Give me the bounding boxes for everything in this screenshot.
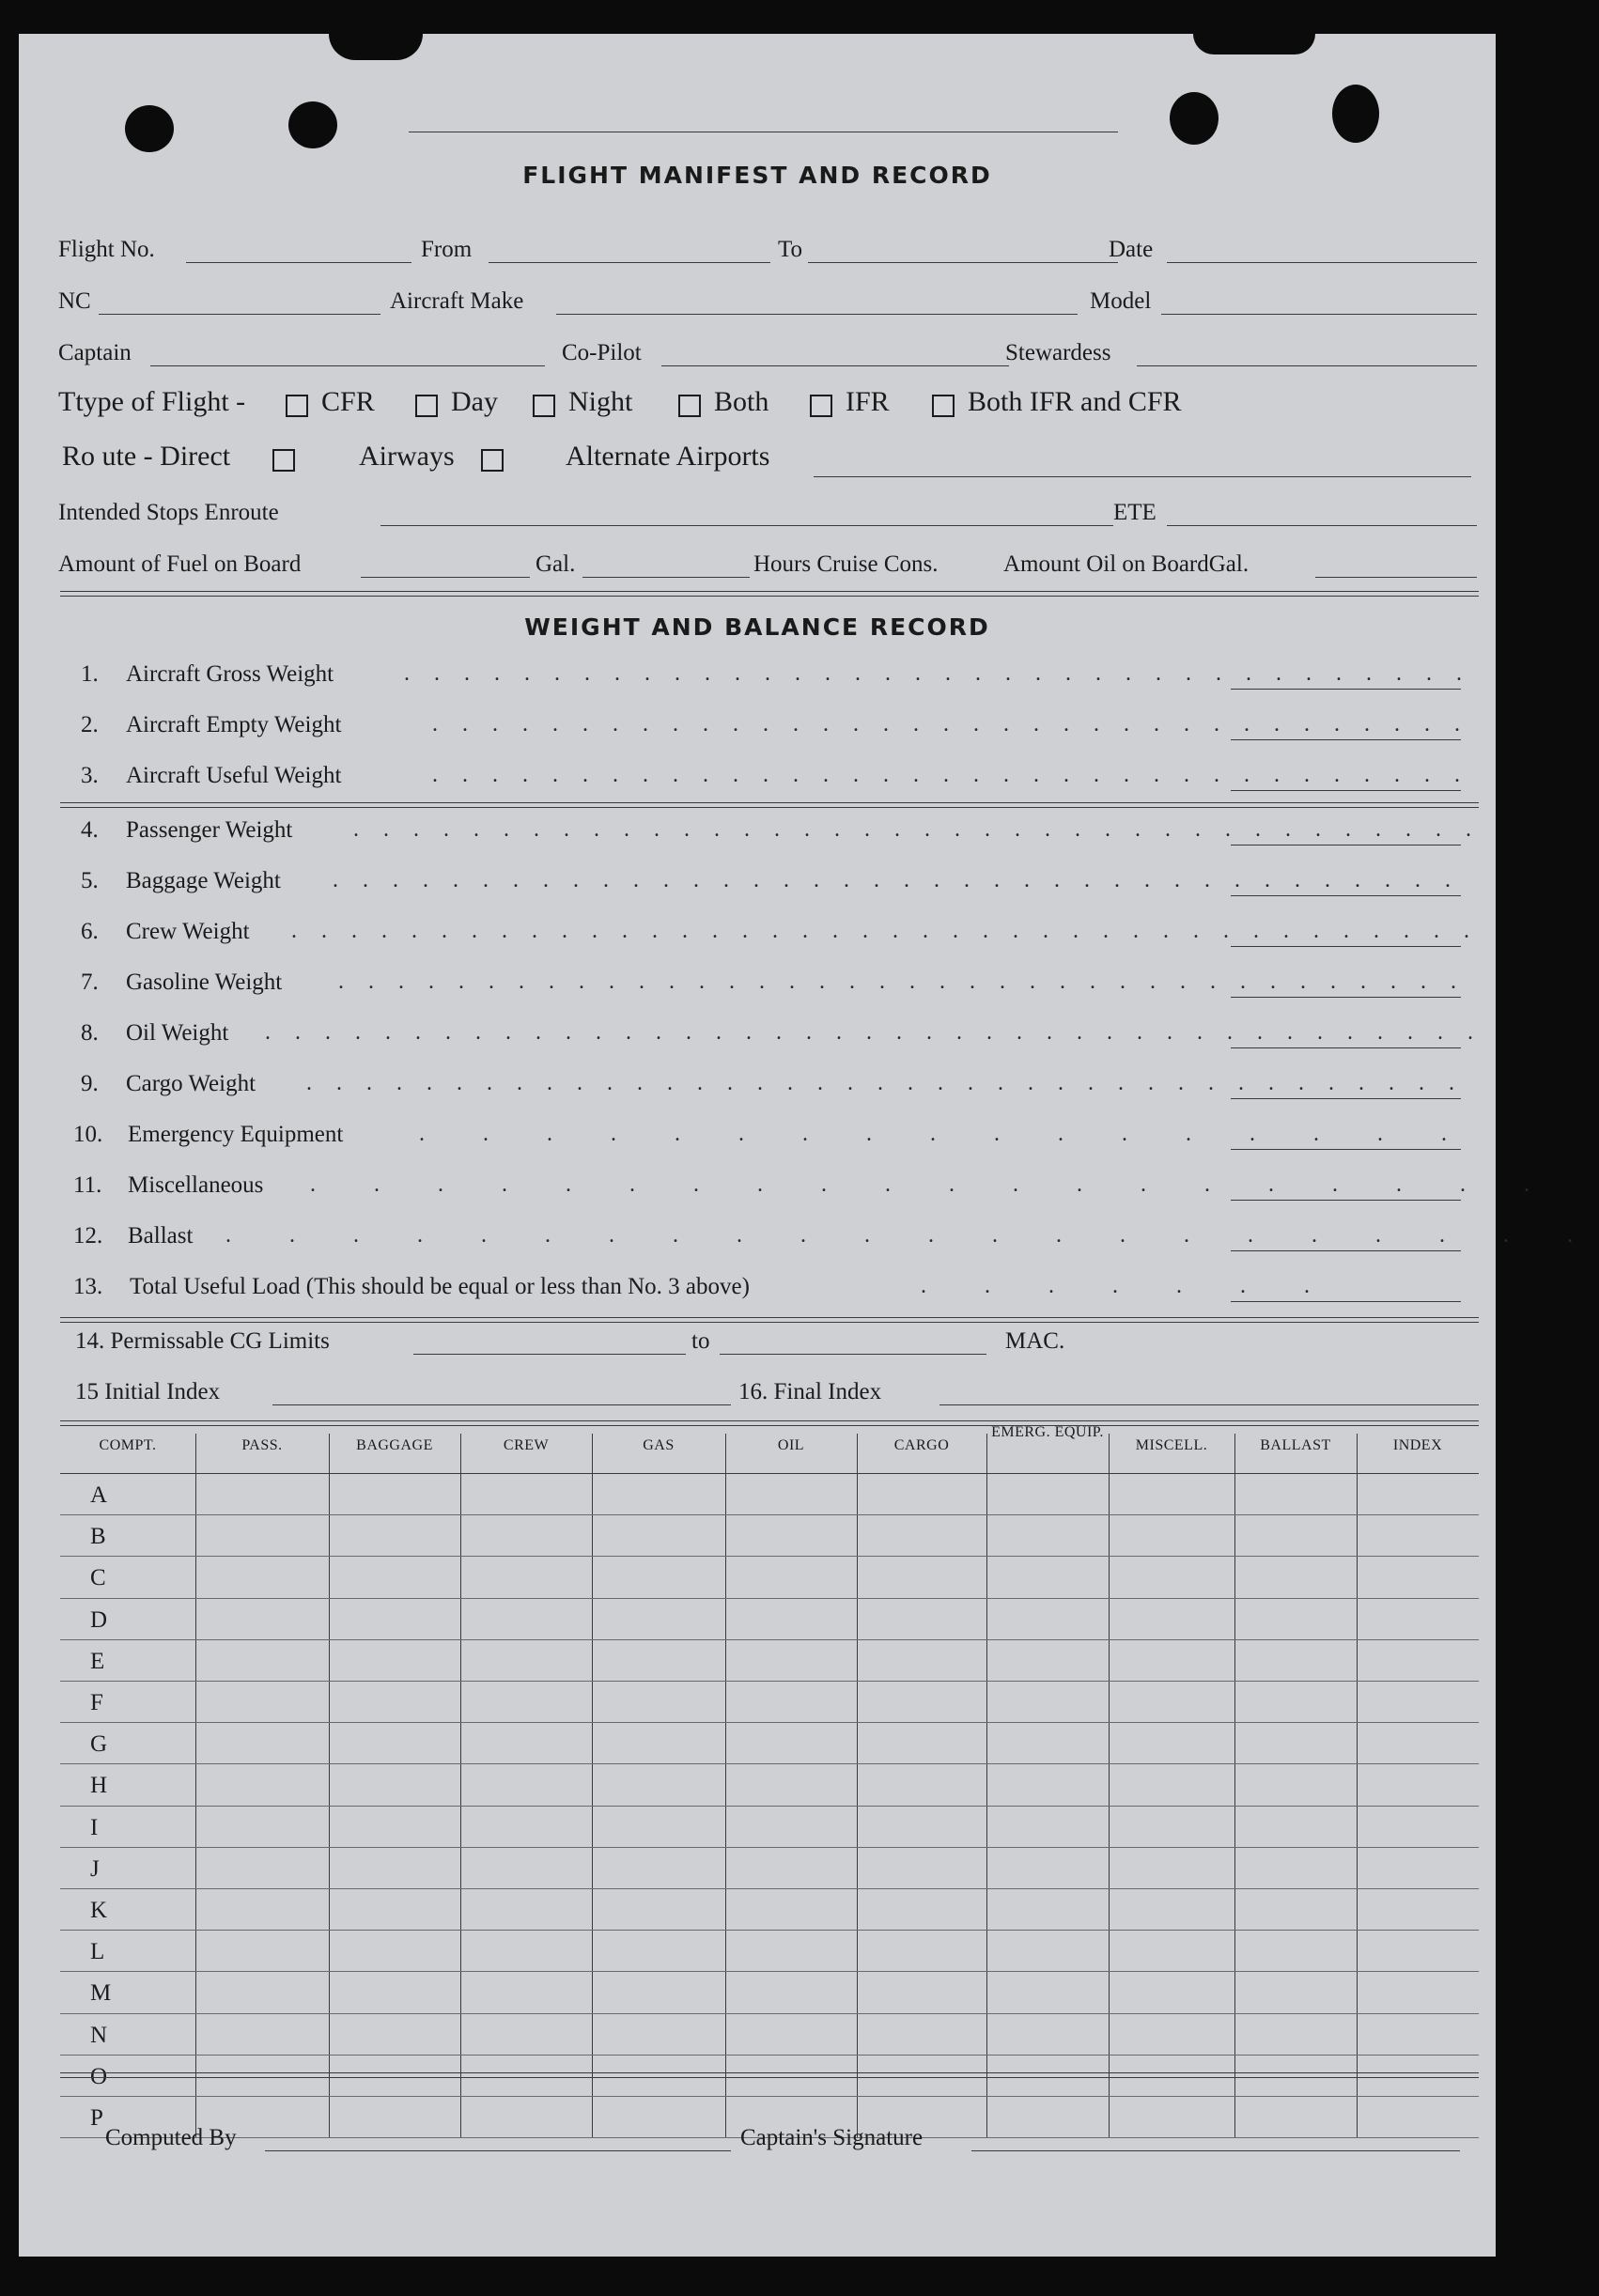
table-row-label: M — [90, 1980, 112, 2007]
table-row-label: N — [90, 2022, 108, 2048]
weight-item-label: Crew Weight — [126, 919, 250, 944]
type-of-flight-label: Ttype of Flight - — [58, 386, 246, 417]
punch-hole — [1332, 85, 1379, 143]
day-label: Day — [451, 386, 498, 417]
table-row-line — [60, 2096, 1479, 2097]
cg-to-label: to — [691, 1328, 710, 1354]
stewardess-field[interactable] — [1137, 365, 1477, 366]
weight-item-number: 13. — [73, 1274, 103, 1299]
weight-item-label: Emergency Equipment — [128, 1122, 344, 1147]
table-header-rule — [60, 1473, 1479, 1474]
weight-item-label: Ballast — [128, 1223, 194, 1249]
punch-hole — [1170, 92, 1219, 145]
punch-hole — [125, 105, 174, 152]
ete-field[interactable] — [1167, 525, 1477, 526]
header-baggage: BAGGAGE — [356, 1437, 433, 1453]
form-title: FLIGHT MANIFEST AND RECORD — [522, 162, 992, 189]
table-row-label: B — [90, 1524, 106, 1550]
computed-by-field[interactable] — [265, 2150, 731, 2151]
weight-item-value[interactable] — [1231, 1301, 1461, 1302]
night-checkbox[interactable] — [533, 395, 555, 417]
both-ifr-cfr-checkbox[interactable] — [932, 395, 955, 417]
weight-item-value[interactable] — [1231, 1047, 1461, 1048]
day-checkbox[interactable] — [415, 395, 438, 417]
nc-field[interactable] — [99, 314, 380, 315]
copilot-field[interactable] — [661, 365, 1009, 366]
ete-label: ETE — [1113, 500, 1157, 525]
leader-dots: . . . . . . . . . . . . . . . . . . . . . . . . . . . . . . . . . . . . . . . . — [291, 919, 1479, 943]
weight-item-number: 3. — [81, 763, 99, 788]
weight-item-label: Miscellaneous — [128, 1172, 264, 1198]
weight-item-value[interactable] — [1231, 739, 1461, 740]
leader-dots: . . . . . . . . . . . . . . . . . . . . . . . . . . . . . . . . . . . . . . . — [306, 1071, 1464, 1095]
table-bottom-rule — [60, 2077, 1479, 2078]
weight-item-label: Passenger Weight — [126, 817, 293, 843]
weight-item-value[interactable] — [1231, 790, 1461, 791]
header-index: INDEX — [1392, 1437, 1443, 1453]
table-row-label: J — [90, 1855, 100, 1882]
table-row-label: L — [90, 1939, 105, 1965]
oil-on-board-field[interactable] — [1315, 577, 1477, 578]
model-field[interactable] — [1161, 314, 1477, 315]
to-label: To — [778, 237, 803, 262]
date-label: Date — [1109, 237, 1154, 262]
mac-label: MAC. — [1005, 1328, 1065, 1354]
header-pass: PASS. — [241, 1437, 283, 1453]
header-miscell: MISCELL. — [1135, 1437, 1208, 1453]
leader-dots: . . . . . . . . . . . . . . . . . . . . . . . . . . . . . . . . . . . . . . . . . — [265, 1020, 1483, 1045]
table-column-line — [329, 1434, 330, 2137]
aircraft-make-label: Aircraft Make — [390, 288, 524, 314]
leader-dots: . . . . . . . . . . . . . . . . . . . . . . . . . . . . . . . . . . . . . . — [353, 817, 1481, 842]
table-row-label: C — [90, 1565, 106, 1591]
weight-item-label: Baggage Weight — [126, 868, 281, 893]
torn-edge — [329, 34, 423, 60]
oil-on-board-label: Amount Oil on BoardGal. — [1003, 551, 1250, 577]
hours-cruise-label: Hours Cruise Cons. — [753, 551, 939, 577]
table-row-line — [60, 1806, 1479, 1807]
weight-item-number: 2. — [81, 712, 99, 737]
table-column-line — [460, 1434, 461, 2137]
captain-label: Captain — [58, 340, 132, 365]
leader-dots: . . . . . . . . . . . . . . . . . . . . — [310, 1172, 1556, 1197]
table-column-line — [857, 1434, 858, 2137]
airways-checkbox[interactable] — [481, 449, 504, 472]
leader-dots: . . . . . . . . . . . . . . . . . . . . . . — [225, 1223, 1599, 1248]
table-row-label: F — [90, 1690, 103, 1715]
weight-item-value[interactable] — [1231, 895, 1461, 896]
table-column-line — [1357, 1434, 1358, 2137]
table-row-label: D — [90, 1606, 108, 1633]
weight-item-label: Cargo Weight — [126, 1071, 256, 1096]
table-column-line — [592, 1434, 593, 2137]
table-row-line — [60, 1930, 1479, 1931]
intended-stops-field[interactable] — [380, 525, 1113, 526]
cfr-label: CFR — [321, 386, 375, 417]
table-column-line — [725, 1434, 726, 2137]
route-label: Ro ute - Direct — [62, 441, 231, 472]
table-column-line — [1109, 1434, 1110, 2137]
weight-item-number: 1. — [81, 661, 99, 687]
final-index-field[interactable] — [939, 1404, 1479, 1405]
section-divider — [60, 591, 1479, 592]
form-sheet — [19, 34, 1599, 2257]
leader-dots: . . . . . . . . . . . . . . . . . . . . . . . . . . . . . . . . . . . . . . — [338, 970, 1466, 994]
weight-item-label: Oil Weight — [126, 1020, 229, 1046]
gal-field[interactable] — [582, 577, 750, 578]
copilot-label: Co-Pilot — [562, 340, 642, 365]
table-row-label: K — [90, 1898, 108, 1923]
weight-item-label: Aircraft Useful Weight — [126, 763, 342, 788]
header-cargo: CARGO — [893, 1437, 950, 1453]
punch-hole — [288, 101, 337, 148]
table-column-line — [1234, 1434, 1235, 2137]
fuel-field[interactable] — [361, 577, 530, 578]
captain-field[interactable] — [150, 365, 545, 366]
table-row-line — [60, 1971, 1479, 1972]
header-crew: CREW — [503, 1437, 550, 1453]
both-ifr-cfr-label: Both IFR and CFR — [968, 386, 1182, 417]
flight-no-label: Flight No. — [58, 237, 155, 262]
table-bottom-rule — [60, 2072, 1479, 2073]
table-column-line — [986, 1434, 987, 2137]
cg-limits-label: 14. Permissable CG Limits — [75, 1328, 330, 1354]
from-label: From — [421, 237, 473, 262]
to-field[interactable] — [808, 262, 1118, 263]
table-row-line — [60, 1639, 1479, 1640]
intended-stops-label: Intended Stops Enroute — [58, 500, 279, 525]
weight-item-number: 8. — [81, 1020, 99, 1046]
weight-item-label: Aircraft Gross Weight — [126, 661, 334, 687]
gal-label: Gal. — [536, 551, 576, 577]
leader-dots: . . . . . . . . . . . . . . . . . . . . . . . . . . . . . . . . . . . — [432, 712, 1469, 737]
leader-dots: . . . . . . . . . . . . . . . . . . . . . . . . . . . . . . . . . . . — [432, 763, 1469, 787]
table-row-label: O — [90, 2063, 108, 2089]
fuel-label: Amount of Fuel on Board — [58, 551, 302, 577]
ifr-checkbox[interactable] — [810, 395, 832, 417]
cfr-checkbox[interactable] — [286, 395, 308, 417]
table-row-label: H — [90, 1773, 108, 1799]
header-ballast: BALLAST — [1260, 1437, 1331, 1453]
initial-index-label: 15 Initial Index — [75, 1379, 221, 1404]
weight-item-number: 10. — [73, 1122, 103, 1147]
alternate-airports-label: Alternate Airports — [566, 441, 770, 472]
cg-limits-to-field[interactable] — [720, 1354, 986, 1355]
table-row-line — [60, 1598, 1479, 1599]
header-gas: GAS — [643, 1437, 675, 1453]
section-divider — [60, 1420, 1479, 1421]
header-oil: OIL — [777, 1437, 805, 1453]
direct-checkbox[interactable] — [272, 449, 295, 472]
weight-item-number: 9. — [81, 1071, 99, 1096]
weight-item-number: 4. — [81, 817, 99, 843]
leader-dots: . . . . . . . . . . . . . . . . . . . . . . . . . . . . . . . . . . . . . . — [333, 868, 1460, 892]
captain-signature-field[interactable] — [971, 2150, 1460, 2151]
date-field[interactable] — [1167, 262, 1477, 263]
table-row-line — [60, 1514, 1479, 1515]
weight-item-number: 6. — [81, 919, 99, 944]
cg-limits-from-field[interactable] — [413, 1354, 686, 1355]
weight-item-value[interactable] — [1231, 689, 1461, 690]
section-divider — [60, 1322, 1479, 1323]
table-row-line — [60, 1722, 1479, 1723]
table-row-line — [60, 1763, 1479, 1764]
weight-item-value[interactable] — [1231, 1098, 1461, 1099]
both-label: Both — [714, 386, 769, 417]
final-index-label: 16. Final Index — [738, 1379, 882, 1404]
table-row-label: P — [90, 2105, 103, 2131]
stewardess-label: Stewardess — [1005, 340, 1111, 365]
section-divider — [60, 1425, 1479, 1426]
aircraft-make-field[interactable] — [556, 314, 1078, 315]
night-label: Night — [568, 386, 633, 417]
weight-item-value[interactable] — [1231, 1200, 1461, 1201]
table-row-line — [60, 1681, 1479, 1682]
table-row-line — [60, 1556, 1479, 1557]
airways-label: Airways — [359, 441, 455, 472]
nc-label: NC — [58, 288, 91, 314]
weight-item-label: Aircraft Empty Weight — [126, 712, 342, 737]
leader-dots: . . . . . . . . . . . . . . . . . . . . . . . . . . . . . . . . . . . . — [404, 661, 1471, 686]
weight-item-value[interactable] — [1231, 946, 1461, 947]
section-divider — [60, 1317, 1479, 1318]
table-row-line — [60, 1847, 1479, 1848]
table-row-line — [60, 2055, 1479, 2056]
section-divider — [60, 802, 1479, 803]
table-row-line — [60, 2013, 1479, 2014]
section-divider — [60, 807, 1479, 808]
weight-item-number: 7. — [81, 970, 99, 995]
captain-signature-label: Captain's Signature — [740, 2125, 924, 2150]
leader-dots: . . . . . . . . . . . . . . . . . — [419, 1122, 1473, 1146]
table-column-line — [195, 1434, 196, 2137]
model-label: Model — [1090, 288, 1152, 314]
table-row-line — [60, 1888, 1479, 1889]
torn-edge — [1193, 34, 1315, 54]
ifr-label: IFR — [846, 386, 890, 417]
flight-no-field[interactable] — [186, 262, 411, 263]
header-compt: COMPT. — [99, 1437, 157, 1453]
weight-item-number: 12. — [73, 1223, 103, 1249]
weight-balance-title: WEIGHT AND BALANCE RECORD — [524, 613, 990, 641]
initial-index-field[interactable] — [272, 1404, 731, 1405]
table-row-label: E — [90, 1648, 105, 1674]
weight-item-value[interactable] — [1231, 1149, 1461, 1150]
section-divider — [60, 596, 1479, 597]
leader-dots: . . . . . . . — [921, 1274, 1336, 1298]
weight-item-label: Total Useful Load (This should be equal or less than No. 3 above) — [130, 1274, 750, 1299]
both-checkbox[interactable] — [678, 395, 701, 417]
table-row-label: I — [90, 1814, 99, 1840]
weight-item-number: 5. — [81, 868, 99, 893]
alternate-airports-field[interactable] — [814, 476, 1471, 477]
header-emerg-equip: EMERG. EQUIP. — [991, 1424, 1104, 1440]
computed-by-label: Computed By — [105, 2125, 237, 2150]
table-row-label: A — [90, 1482, 108, 1508]
weight-item-value[interactable] — [1231, 1250, 1461, 1251]
table-row-label: G — [90, 1731, 108, 1758]
weight-item-label: Gasoline Weight — [126, 970, 283, 995]
from-field[interactable] — [489, 262, 770, 263]
weight-item-value[interactable] — [1231, 997, 1461, 998]
weight-item-number: 11. — [73, 1172, 102, 1198]
